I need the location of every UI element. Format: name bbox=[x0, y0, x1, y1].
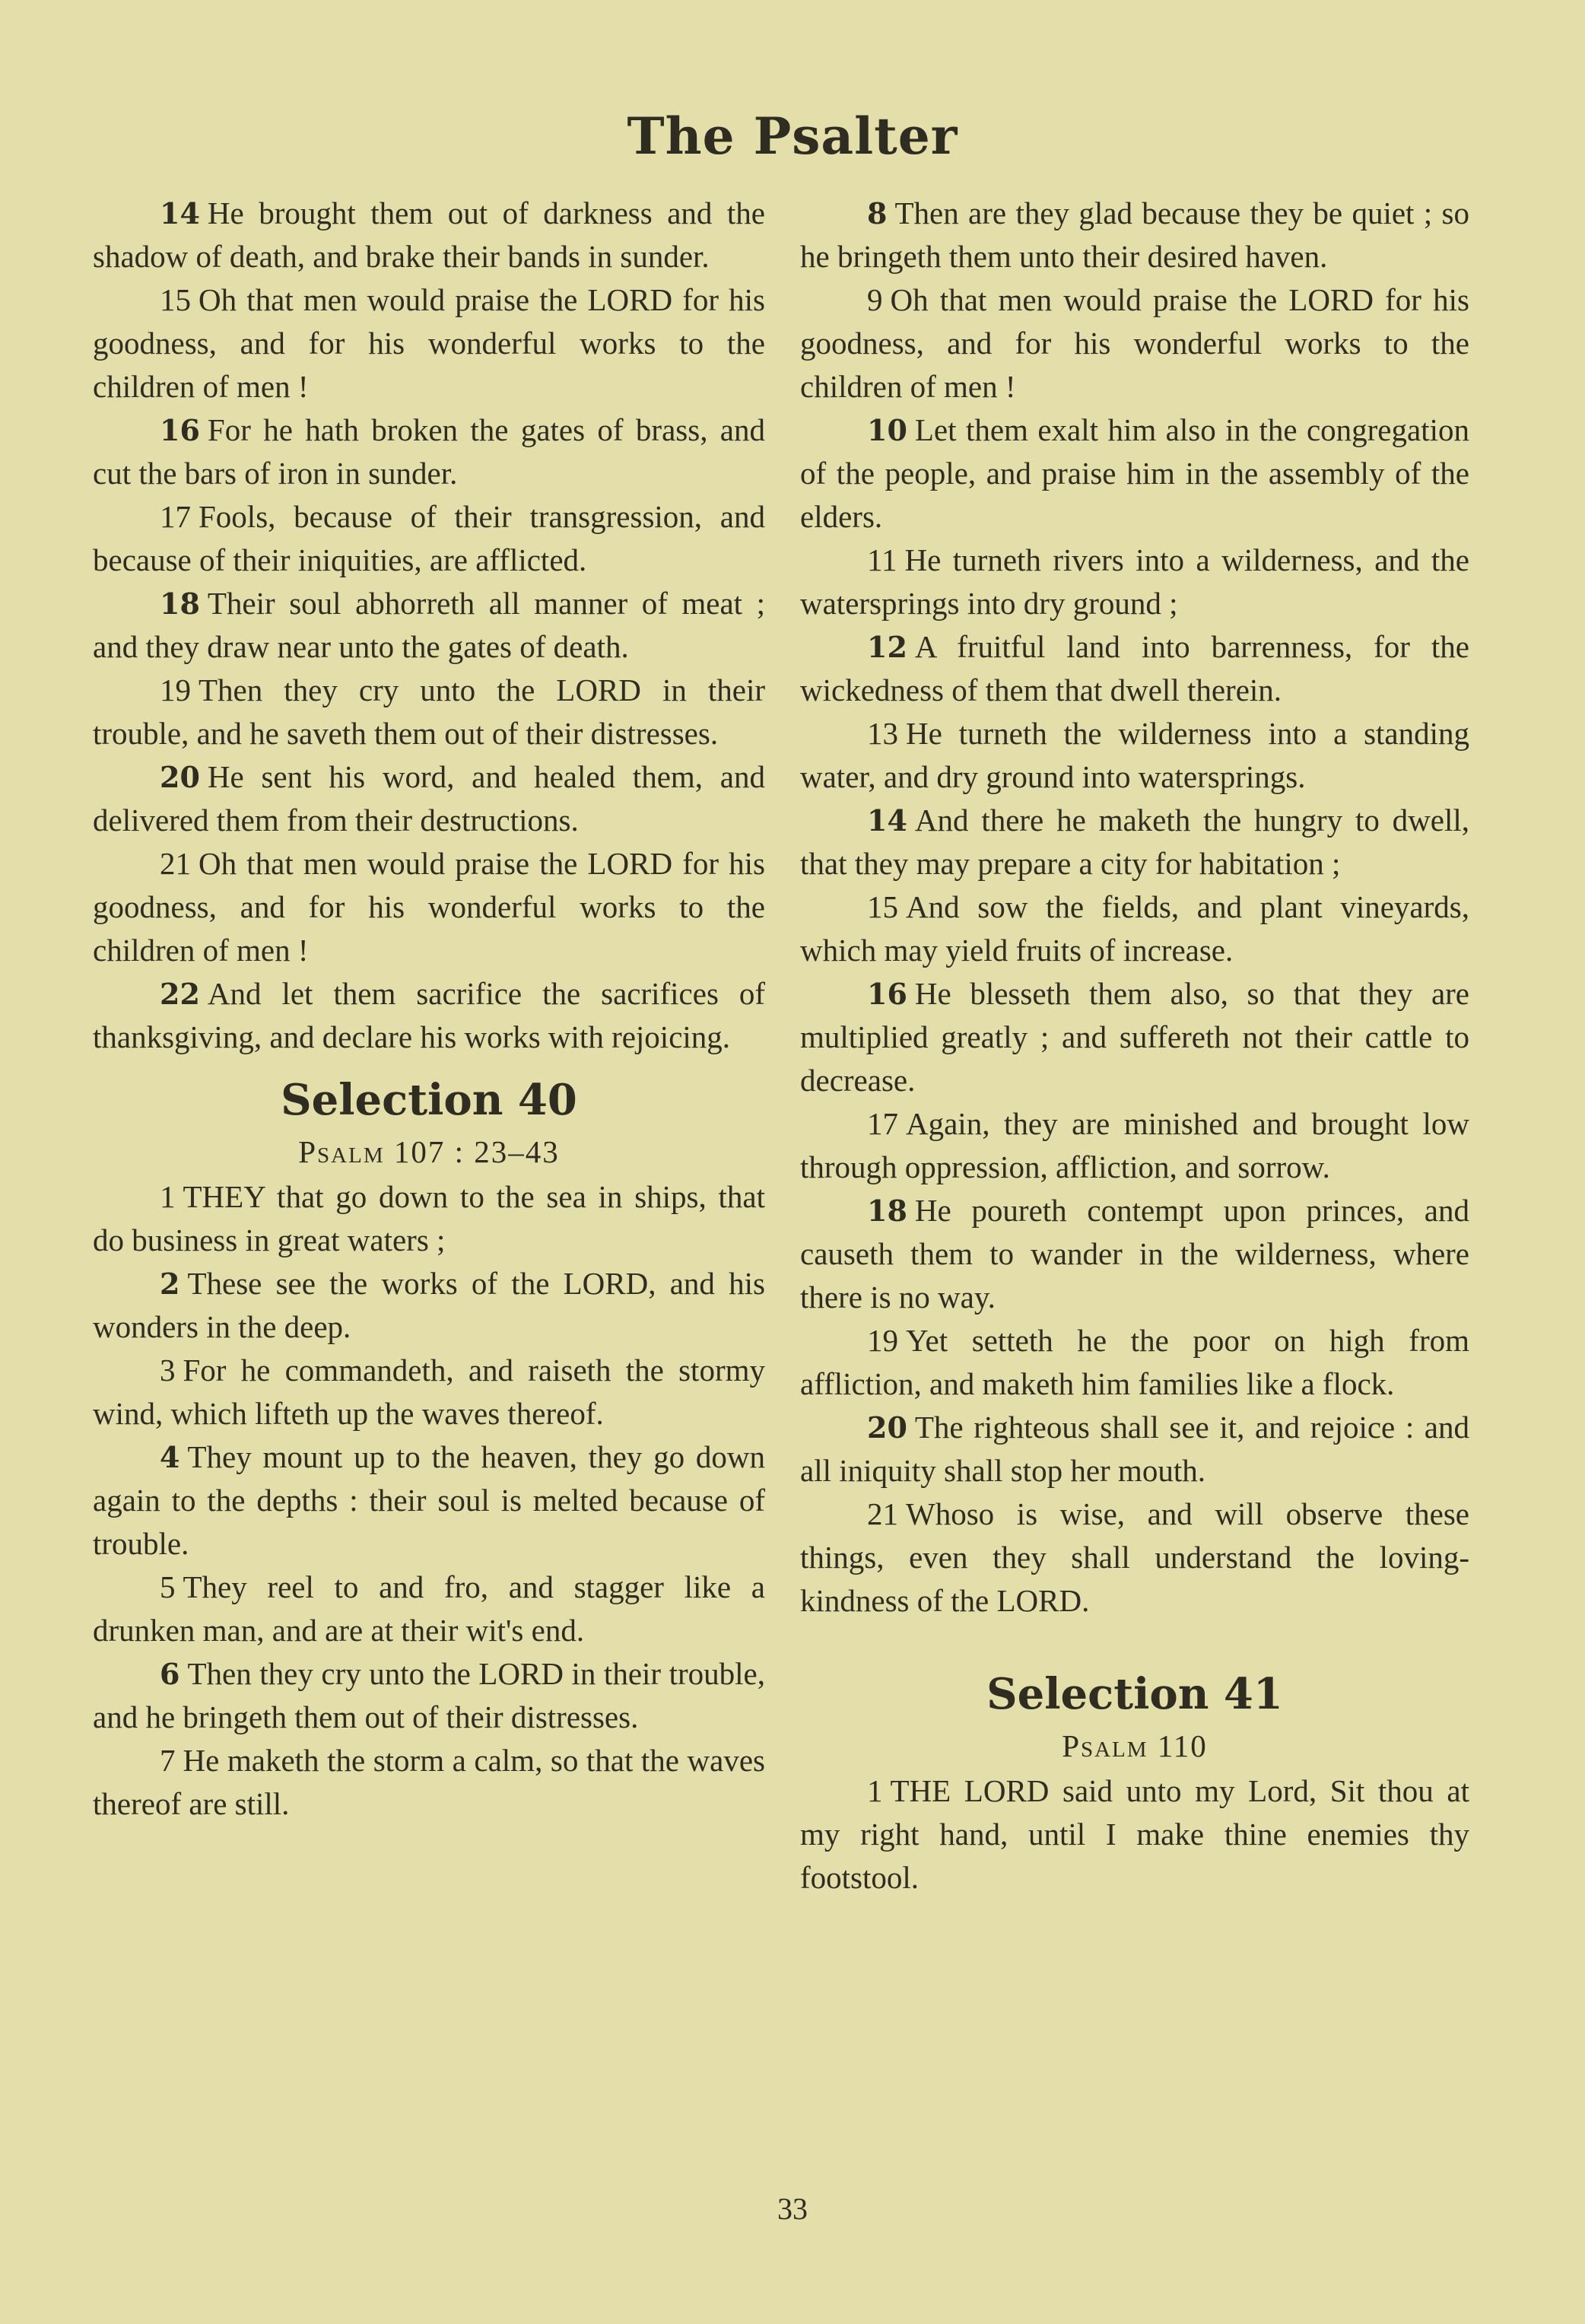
verse-number: 17 bbox=[867, 1106, 898, 1141]
verse-text: Fools, because of their transgression, and because of their iniquities, are afflicted. bbox=[93, 499, 765, 577]
verse-text: THE LORD said unto my Lord, Sit thou at my right hand, until I make thine enemies thy footstool. bbox=[800, 1773, 1469, 1895]
verse-text: He poureth contempt upon princes, and causeth them to wander in the wilderness, where there is no way. bbox=[800, 1193, 1469, 1315]
verse-number: 3 bbox=[160, 1353, 176, 1388]
verse-number: 21 bbox=[867, 1496, 898, 1531]
verse-text: Their soul abhorreth all manner of meat ; and they draw near unto the gates of death. bbox=[93, 586, 765, 664]
verse-text: A fruitful land into barrenness, for the wickedness of them that dwell therein. bbox=[800, 629, 1469, 707]
verse-number: 4 bbox=[160, 1440, 180, 1474]
verse bbox=[800, 1319, 1469, 1406]
running-head: The Psalter bbox=[627, 107, 958, 166]
verse bbox=[800, 1189, 1469, 1319]
verse-number: 17 bbox=[160, 499, 191, 534]
verse-text: For he hath broken the gates of brass, and cut the bars of iron in sunder. bbox=[93, 412, 765, 491]
left-verses-before bbox=[93, 192, 765, 1059]
verse-text: Then they cry unto the LORD in their trouble, and he bringeth them out of their distresses. bbox=[93, 1656, 765, 1734]
verse-number: 10 bbox=[867, 413, 907, 447]
page-number: 33 bbox=[777, 2192, 808, 2226]
verse bbox=[800, 192, 1469, 278]
psalm-reference-41: Psalm 110 bbox=[1062, 1728, 1208, 1763]
verse-number: 14 bbox=[867, 803, 907, 838]
verse-number: 11 bbox=[867, 542, 897, 577]
verse bbox=[800, 972, 1469, 1102]
verse-text: Yet setteth he the poor on high from affliction, and maketh him families like a flock. bbox=[800, 1323, 1469, 1401]
verse bbox=[93, 1435, 765, 1566]
verse bbox=[800, 1406, 1469, 1493]
verse bbox=[93, 1262, 765, 1349]
verse-number: 2 bbox=[160, 1267, 180, 1301]
verse-text: The righteous shall see it, and rejoice : and all iniquity shall stop her mouth. bbox=[800, 1410, 1469, 1488]
verse-number: 19 bbox=[160, 672, 191, 707]
verse-number: 22 bbox=[160, 977, 200, 1011]
verse-text: Let them exalt him also in the congregation of the people, and praise him in the assembly of the elders. bbox=[800, 412, 1469, 534]
verse-number: 5 bbox=[160, 1569, 176, 1604]
verse bbox=[800, 1769, 1469, 1900]
verse-text: They reel to and fro, and stagger like a drunken man, and are at their wit's end. bbox=[93, 1569, 765, 1648]
left-verses-after bbox=[93, 1175, 765, 1826]
verse bbox=[800, 712, 1469, 799]
selection-heading-41: Selection 41 bbox=[986, 1669, 1283, 1719]
verse bbox=[93, 1566, 765, 1652]
verse bbox=[93, 409, 765, 495]
verse-text: Oh that men would praise the LORD for his goodness, and for his wonderful works to the children of men ! bbox=[800, 282, 1469, 404]
verse-number: 6 bbox=[160, 1657, 180, 1691]
verse-number: 18 bbox=[160, 587, 200, 621]
verse-text: Oh that men would praise the LORD for his goodness, and for his wonderful works to the children of men ! bbox=[93, 282, 765, 404]
verse-number: 1 bbox=[160, 1179, 176, 1214]
verse-number: 21 bbox=[160, 846, 191, 881]
verse-number: 15 bbox=[867, 889, 898, 924]
verse bbox=[800, 409, 1469, 539]
verse-number: 12 bbox=[867, 630, 907, 664]
verse bbox=[93, 1739, 765, 1826]
verse-text: Again, they are minished and brought low through oppression, affliction, and sorrow. bbox=[800, 1106, 1469, 1184]
verse bbox=[800, 885, 1469, 972]
verse bbox=[800, 799, 1469, 885]
verse-text: Then they cry unto the LORD in their trouble, and he saveth them out of their distresses. bbox=[93, 672, 765, 751]
psalm-reference-40: Psalm 107 : 23–43 bbox=[298, 1134, 560, 1169]
verse-text: He maketh the storm a calm, so that the waves thereof are still. bbox=[93, 1743, 765, 1821]
verse-number: 19 bbox=[867, 1323, 898, 1358]
right-column bbox=[800, 192, 1469, 1900]
verse bbox=[800, 539, 1469, 625]
verse-number: 16 bbox=[867, 977, 907, 1011]
verse-text: He sent his word, and healed them, and delivered them from their destructions. bbox=[93, 759, 765, 838]
verse bbox=[93, 842, 765, 972]
verse-number: 7 bbox=[160, 1743, 176, 1778]
verse-text: He turneth rivers into a wilderness, and the watersprings into dry ground ; bbox=[800, 542, 1469, 621]
verse-number: 8 bbox=[867, 196, 888, 230]
selection-heading-40: Selection 40 bbox=[281, 1075, 577, 1125]
verse-number: 15 bbox=[160, 282, 191, 317]
verse bbox=[93, 192, 765, 278]
verse-text: And let them sacrifice the sacrifices of thanksgiving, and declare his works with rejoicing. bbox=[93, 976, 765, 1054]
verse-text: Then are they glad because they be quiet ; so he bringeth them unto their desired haven. bbox=[800, 196, 1469, 274]
verse bbox=[93, 278, 765, 409]
right-verses-after bbox=[800, 1769, 1469, 1900]
verse bbox=[800, 278, 1469, 409]
verse bbox=[93, 755, 765, 842]
verse-text: These see the works of the LORD, and his wonders in the deep. bbox=[93, 1266, 765, 1344]
verse-number: 20 bbox=[867, 1410, 907, 1445]
verse-text: They mount up to the heaven, they go down again to the depths : their soul is melted because of trouble. bbox=[93, 1439, 765, 1561]
verse-number: 20 bbox=[160, 760, 200, 794]
verse bbox=[93, 972, 765, 1059]
verse-text: He turneth the wilderness into a standing water, and dry ground into watersprings. bbox=[800, 716, 1469, 794]
verse-number: 1 bbox=[867, 1773, 883, 1808]
verse bbox=[93, 1652, 765, 1739]
verse-text: THEY that go down to the sea in ships, that do business in great waters ; bbox=[93, 1179, 765, 1257]
verse-text: He blesseth them also, so that they are multiplied greatly ; and suffereth not their cattle to decrease. bbox=[800, 976, 1469, 1098]
verse-text: Oh that men would praise the LORD for his goodness, and for his wonderful works to the children of men ! bbox=[93, 846, 765, 968]
verse-text: Whoso is wise, and will observe these things, even they shall understand the loving-kindness of the LORD. bbox=[800, 1496, 1469, 1618]
verse bbox=[800, 1102, 1469, 1189]
verse-number: 13 bbox=[867, 716, 898, 751]
verse-number: 18 bbox=[867, 1194, 907, 1228]
verse bbox=[93, 669, 765, 755]
verse bbox=[800, 1493, 1469, 1623]
verse bbox=[93, 1349, 765, 1435]
verse bbox=[93, 1175, 765, 1262]
verse-number: 16 bbox=[160, 413, 200, 447]
verse-number: 9 bbox=[867, 282, 883, 317]
right-verses-before bbox=[800, 192, 1469, 1623]
left-column bbox=[93, 192, 765, 1826]
verse-text: And there he maketh the hungry to dwell, that they may prepare a city for habitation ; bbox=[800, 803, 1469, 881]
verse-text: For he commandeth, and raiseth the stormy wind, which lifteth up the waves thereof. bbox=[93, 1353, 765, 1431]
verse bbox=[800, 625, 1469, 712]
verse bbox=[93, 495, 765, 582]
verse-text: He brought them out of darkness and the shadow of death, and brake their bands in sunder. bbox=[93, 196, 765, 274]
verse-number: 14 bbox=[160, 196, 200, 230]
verse-text: And sow the fields, and plant vineyards, which may yield fruits of increase. bbox=[800, 889, 1469, 968]
verse bbox=[93, 582, 765, 669]
